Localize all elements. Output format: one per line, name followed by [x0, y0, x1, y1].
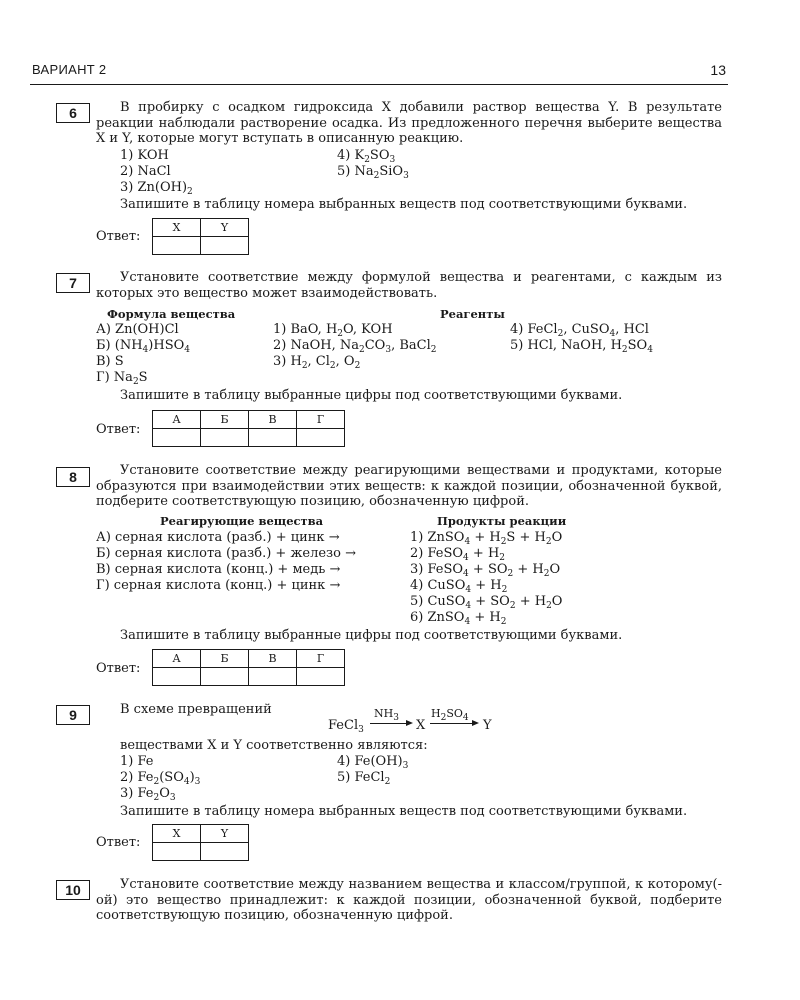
q9-option-2: 2) $Fe_2(SO_4)_3$: [120, 770, 201, 787]
q6-option-3: 3) $Zn(OH)_2$: [120, 180, 193, 197]
question-9-number: 9: [56, 705, 90, 725]
q7-col-g: Г: [297, 411, 345, 429]
q7-left-v: В) S: [96, 354, 124, 369]
q6-instruction: Запишите в таблицу номера выбранных веществ под соответствующими буквами.: [120, 197, 688, 212]
question-7-number: 7: [56, 273, 90, 293]
q9-answer-label: Ответ:: [96, 835, 141, 850]
q8-right-6: 6) ZnSO$_4$ + $H_2$: [410, 610, 507, 627]
question-8-text: Установите соответствие между реагирующими веществами и продуктами, которые образуются при взаимодействии этих веществ: к каждой позиции, обозначенной буквой, подберите соответствующую позицию, обозначенную цифрой.: [96, 463, 722, 510]
q6-col-x: X: [153, 219, 201, 237]
q9-arrow-2-line: [430, 723, 472, 724]
q9-reagent-1: $NH_3$: [374, 707, 399, 723]
q6-answer-x[interactable]: [153, 237, 201, 255]
q8-col-g: Г: [297, 650, 345, 668]
q9-arrow-2-head: [472, 720, 479, 726]
q7-col-v: В: [249, 411, 297, 429]
q9-option-5: 5) FeCl$_2$: [337, 770, 391, 787]
q9-option-4: 4) $Fe(OH)_3$: [337, 754, 409, 771]
q6-option-5: 5) $Na_2SiO_3$: [337, 164, 409, 181]
q8-left-b: Б) серная кислота (разб.) + железо →: [96, 546, 356, 561]
q8-right-5: 5) CuSO$_4$ + $SO_2 + H_2O$: [410, 594, 563, 611]
q7-answer-table: [152, 410, 345, 447]
q9-arrow-1-head: [406, 720, 413, 726]
q8-left-header: Реагирующие вещества: [160, 514, 324, 528]
q8-answer-b[interactable]: [201, 668, 249, 686]
q8-right-3: 3) FeSO$_4$ + $SO_2 + H_2O$: [410, 562, 561, 579]
question-6-text: В пробирку с осадком гидроксида X добавили раствор вещества Y. В результате реакции наблюдали растворение осадка. Из предложенного перечня выберите вещества X и Y, которые могут вступать в описанную реакцию.: [96, 100, 722, 147]
q7-left-a: А) Zn(OH)Cl: [96, 322, 179, 337]
q9-intro: В схеме превращений: [120, 702, 272, 717]
q8-right-header: Продукты реакции: [437, 514, 567, 528]
q9-arrow-1-line: [370, 723, 406, 724]
q7-right-3: 3) $H_2$, $Cl_2$, $O_2$: [273, 354, 361, 371]
q9-text2: веществами X и Y соответственно являются:: [120, 738, 428, 753]
q6-option-1: 1) KOH: [120, 148, 169, 163]
q9-reagent-2: $H_2SO_4$: [431, 707, 469, 723]
q8-answer-label: Ответ:: [96, 661, 141, 676]
q7-col-b: Б: [201, 411, 249, 429]
q8-col-b: Б: [201, 650, 249, 668]
q7-left-header: Формула вещества: [107, 307, 236, 321]
q7-answer-a[interactable]: [153, 429, 201, 447]
q7-answer-label: Ответ:: [96, 422, 141, 437]
q8-instruction: Запишите в таблицу выбранные цифры под соответствующими буквами.: [120, 628, 623, 643]
q6-answer-y[interactable]: [201, 237, 249, 255]
question-10-text: Установите соответствие между названием вещества и классом/группой, к которому(-ой) это вещество принадлежит: к каждой позиции, обозначенной буквой, подберите соответствующую позицию, обозначенную цифрой.: [96, 877, 722, 924]
q8-right-4: 4) CuSO$_4$ + $H_2$: [410, 578, 508, 595]
q8-col-v: В: [249, 650, 297, 668]
q7-right-header: Реагенты: [440, 307, 505, 321]
q6-answer-label: Ответ:: [96, 229, 141, 244]
question-6-number: 6: [56, 103, 90, 123]
q7-right-2: 2) NaOH, $Na_2CO_3$, BaCl$_2$: [273, 338, 437, 355]
q9-col-x: X: [153, 825, 201, 843]
q9-answer-y[interactable]: [201, 843, 249, 861]
q6-answer-table: [152, 218, 249, 255]
q7-right-4: 4) FeCl$_2$, CuSO$_4$, HCl: [510, 322, 649, 339]
question-10-number: 10: [56, 880, 90, 900]
q9-instruction: Запишите в таблицу номера выбранных веществ под соответствующими буквами.: [120, 804, 688, 819]
q6-col-y: Y: [201, 219, 249, 237]
q7-right-5: 5) HCl, NaOH, $H_2SO_4$: [510, 338, 653, 355]
q9-option-3: 3) $Fe_2O_3$: [120, 786, 176, 803]
q8-col-a: А: [153, 650, 201, 668]
q8-answer-g[interactable]: [297, 668, 345, 686]
q9-answer-table: [152, 824, 249, 861]
q9-option-1: 1) Fe: [120, 754, 154, 769]
variant-label: ВАРИАНТ 2: [32, 62, 107, 77]
question-7-text: Установите соответствие между формулой вещества и реагентами, с каждым из которых это вещество может взаимодействовать.: [96, 270, 722, 301]
q8-left-v: В) серная кислота (конц.) + медь →: [96, 562, 341, 577]
q7-right-1: 1) BaO, $H_2O$, KOH: [273, 322, 393, 339]
q7-left-b: Б) $(NH_4)HSO_4$: [96, 338, 190, 355]
q7-answer-v[interactable]: [249, 429, 297, 447]
page-number: 13: [710, 62, 726, 78]
q8-left-g: Г) серная кислота (конц.) + цинк →: [96, 578, 341, 593]
q7-answer-b[interactable]: [201, 429, 249, 447]
q9-answer-x[interactable]: [153, 843, 201, 861]
q8-right-1: 1) ZnSO$_4$ + $H_2S + H_2O$: [410, 530, 563, 547]
q8-answer-v[interactable]: [249, 668, 297, 686]
q9-end: Y: [483, 718, 492, 733]
q8-left-a: А) серная кислота (разб.) + цинк →: [96, 530, 340, 545]
q7-instruction: Запишите в таблицу выбранные цифры под соответствующими буквами.: [120, 388, 623, 403]
q8-right-2: 2) FeSO$_4$ + $H_2$: [410, 546, 506, 563]
q9-mid: X: [416, 718, 426, 733]
question-8-number: 8: [56, 467, 90, 487]
q6-option-4: 4) $K_2SO_3$: [337, 148, 396, 165]
q9-scheme-start: FeCl$_3$: [328, 718, 364, 735]
q7-answer-g[interactable]: [297, 429, 345, 447]
q7-left-g: Г) $Na_2S$: [96, 370, 148, 387]
q7-col-a: А: [153, 411, 201, 429]
q9-col-y: Y: [201, 825, 249, 843]
q8-answer-table: [152, 649, 345, 686]
q8-answer-a[interactable]: [153, 668, 201, 686]
q6-option-2: 2) NaCl: [120, 164, 171, 179]
header-divider: [30, 84, 728, 85]
